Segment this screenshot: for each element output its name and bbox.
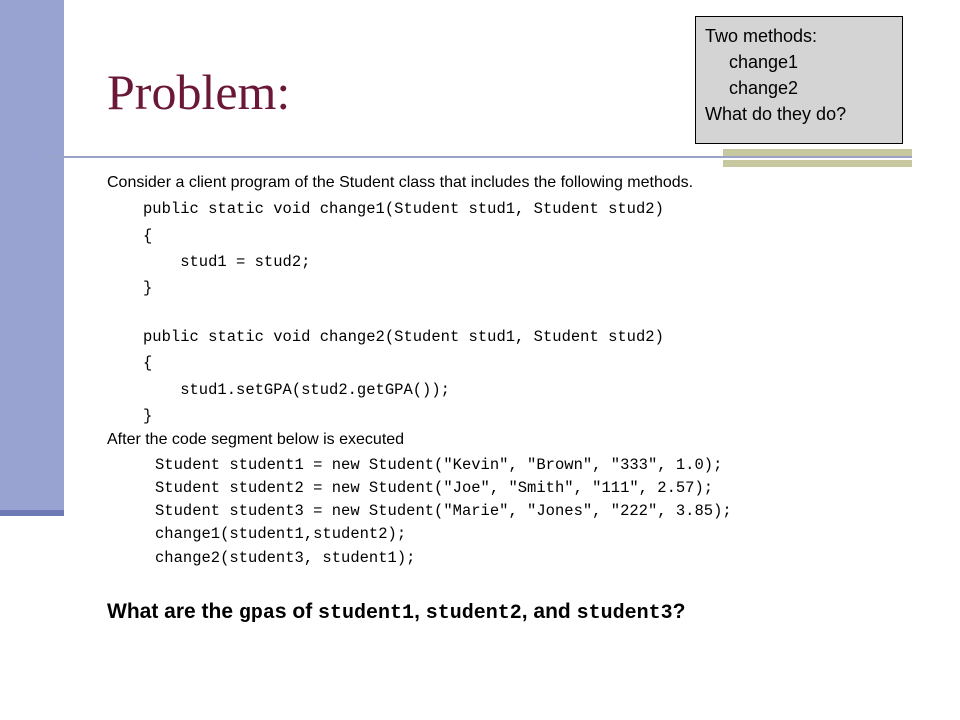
question-part: ?: [672, 600, 686, 623]
code-method1-line: {: [143, 227, 153, 245]
code-segment-line: Student student1 = new Student("Kevin", "Brown", "333", 1.0);: [155, 456, 723, 474]
code-method2-line: }: [143, 407, 153, 425]
code-segment-line: Student student2 = new Student("Joe", "Smith", "111", 2.57);: [155, 479, 714, 497]
question-part: s of: [274, 600, 319, 623]
left-decor-bar-shadow: [0, 510, 64, 516]
question-part: ,: [414, 600, 426, 623]
question-part: What are the: [107, 600, 239, 623]
callout-box: [695, 16, 903, 144]
callout-item-change1: change1: [729, 52, 799, 72]
intro-text: Consider a client program of the Student class that includes the following methods.: [107, 174, 694, 191]
question-part: , and: [521, 600, 577, 623]
code-method2-line: public static void change2(Student stud1, Student stud2): [143, 328, 664, 346]
code-method1-line: }: [143, 279, 153, 297]
question-student3: student3: [576, 602, 673, 625]
divider-accent-lower: [723, 160, 912, 167]
code-segment-line: change2(student3, student1);: [155, 549, 416, 567]
after-text: After the code segment below is executed: [107, 431, 405, 448]
code-segment-line: change1(student1,student2);: [155, 525, 407, 543]
code-method1-line: stud1 = stud2;: [143, 253, 311, 271]
divider-accent-upper: [723, 149, 912, 156]
question-student2: student2: [425, 602, 522, 625]
question-text: [107, 597, 685, 629]
code-method2-line: {: [143, 354, 153, 372]
code-segment-line: Student student3 = new Student("Marie", "Jones", "222", 3.85);: [155, 502, 732, 520]
question-student1: student1: [318, 602, 415, 625]
code-method1-line: public static void change1(Student stud1, Student stud2): [143, 200, 664, 218]
title-divider: [42, 156, 912, 158]
slide-title: Problem:: [107, 64, 291, 120]
question-gpa: gpa: [238, 602, 275, 625]
callout-item-change2: change2: [729, 78, 799, 98]
callout-footer: What do they do?: [705, 104, 847, 124]
callout-heading: Two methods:: [705, 26, 818, 46]
code-method2-line: stud1.setGPA(stud2.getGPA());: [143, 381, 450, 399]
left-decor-bar: [0, 0, 64, 512]
